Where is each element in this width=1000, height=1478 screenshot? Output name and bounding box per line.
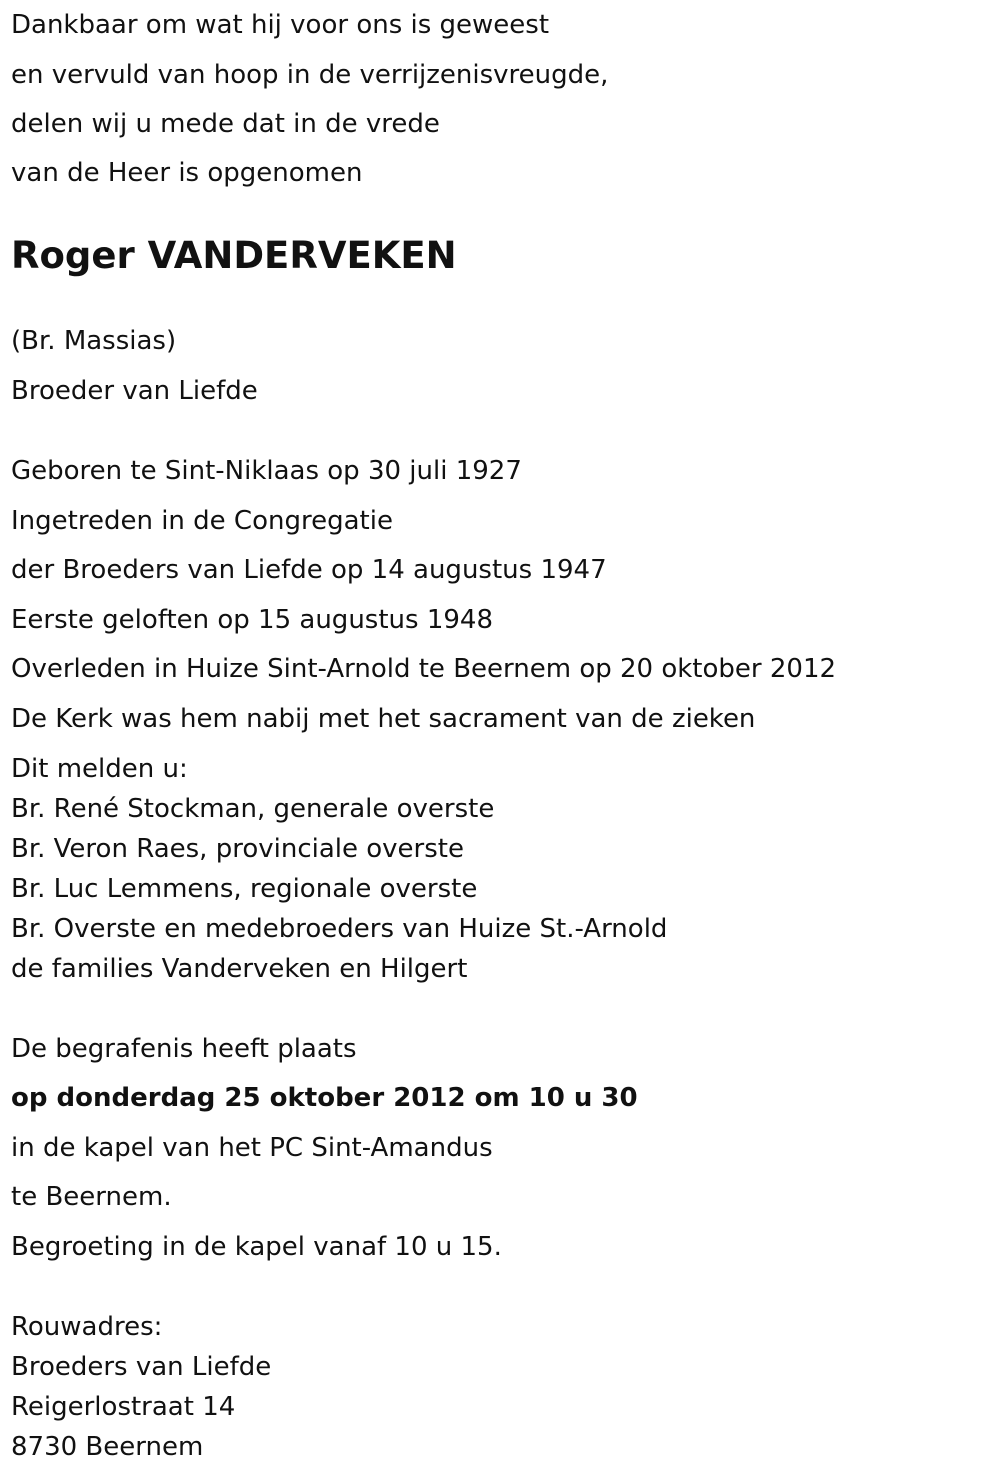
funeral-town: te Beernem. bbox=[11, 1182, 172, 1212]
announcer-item: Br. Luc Lemmens, regionale overste bbox=[11, 874, 478, 904]
address-heading: Rouwadres: bbox=[11, 1312, 163, 1342]
order-name: Broeder van Liefde bbox=[11, 376, 258, 406]
intro-line-1: Dankbaar om wat hij voor ons is geweest bbox=[11, 10, 550, 40]
announcer-item: Br. René Stockman, generale overste bbox=[11, 794, 495, 824]
deceased-name: Roger VANDERVEKEN bbox=[11, 234, 457, 277]
intro-line-2: en vervuld van hoop in de verrijzenisvreugde, bbox=[11, 60, 609, 90]
funeral-datetime: op donderdag 25 oktober 2012 om 10 u 30 bbox=[11, 1083, 638, 1113]
life-event-death: Overleden in Huize Sint-Arnold te Beernem op 20 oktober 2012 bbox=[11, 654, 837, 684]
intro-line-3: delen wij u mede dat in de vrede bbox=[11, 109, 440, 139]
life-event-birth: Geboren te Sint-Niklaas op 30 juli 1927 bbox=[11, 456, 522, 486]
address-line: Broeders van Liefde bbox=[11, 1352, 272, 1382]
address-line: Reigerlostraat 14 bbox=[11, 1392, 236, 1422]
religious-name: (Br. Massias) bbox=[11, 326, 177, 356]
announcer-item: de families Vanderveken en Hilgert bbox=[11, 954, 468, 984]
funeral-location: in de kapel van het PC Sint-Amandus bbox=[11, 1133, 493, 1163]
intro-line-4: van de Heer is opgenomen bbox=[11, 158, 363, 188]
announcer-item: Br. Veron Raes, provinciale overste bbox=[11, 834, 464, 864]
address-line: 8730 Beernem bbox=[11, 1432, 204, 1462]
funeral-greeting: Begroeting in de kapel vanaf 10 u 15. bbox=[11, 1232, 502, 1262]
life-event-vows: Eerste geloften op 15 augustus 1948 bbox=[11, 605, 493, 635]
funeral-intro: De begrafenis heeft plaats bbox=[11, 1034, 357, 1064]
life-event-entry-cont: der Broeders van Liefde op 14 augustus 1947 bbox=[11, 555, 607, 585]
life-event-entry: Ingetreden in de Congregatie bbox=[11, 506, 393, 536]
announcers-heading: Dit melden u: bbox=[11, 754, 188, 784]
announcer-item: Br. Overste en medebroeders van Huize St.-Arnold bbox=[11, 914, 668, 944]
life-event-sacrament: De Kerk was hem nabij met het sacrament van de zieken bbox=[11, 704, 756, 734]
